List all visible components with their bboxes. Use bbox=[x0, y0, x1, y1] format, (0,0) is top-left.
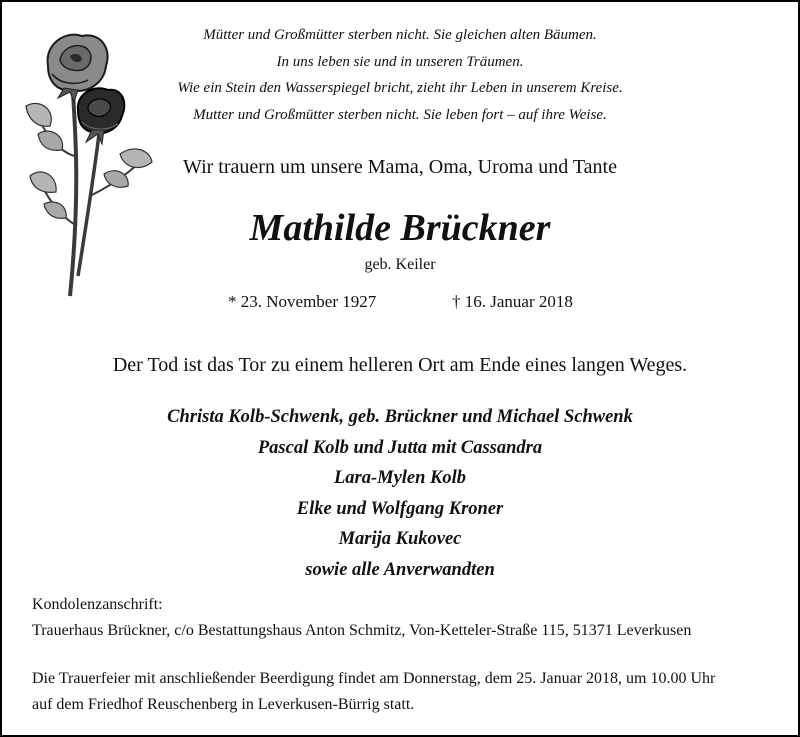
condolence-address bbox=[32, 592, 772, 644]
condolence-label: Kondolenzanschrift: bbox=[32, 596, 163, 613]
mourning-line: Wir trauern um unsere Mama, Oma, Uroma und Tante bbox=[183, 156, 617, 178]
condolence-address-text: Trauerhaus Brückner, c/o Bestattungshaus Anton Schmitz, Von-Ketteler-Straße 115, 51371 Leverkusen bbox=[32, 622, 692, 639]
birth-date: * 23. November 1927 bbox=[228, 292, 377, 311]
poem-line: Mütter und Großmütter sterben nicht. Sie gleichen alten Bäumen. bbox=[203, 27, 597, 43]
deceased-name: Mathilde Brückner bbox=[249, 207, 551, 249]
mourner-line: sowie alle Anverwandten bbox=[305, 559, 495, 580]
mourner-line: Pascal Kolb und Jutta mit Cassandra bbox=[257, 437, 543, 458]
poem-line: In uns leben sie und in unseren Träumen. bbox=[276, 53, 524, 70]
mourner-line: Lara-Mylen Kolb bbox=[333, 468, 467, 488]
maiden-name: geb. Keiler bbox=[364, 256, 436, 273]
ceremony-line: auf dem Friedhof Reuschenberg in Leverkusen-Bürrig statt. bbox=[32, 696, 415, 713]
poem-line: Mutter und Großmütter sterben nicht. Sie leben fort – auf ihre Weise. bbox=[193, 106, 607, 123]
poem bbox=[140, 22, 660, 128]
ceremony-notice bbox=[32, 666, 772, 718]
death-date: † 16. Januar 2018 bbox=[452, 292, 573, 311]
mourner-line: Marija Kukovec bbox=[338, 529, 462, 549]
mourners-list bbox=[0, 402, 800, 585]
mourner-line: Elke und Wolfgang Kroner bbox=[296, 498, 504, 519]
memorial-quote: Der Tod ist das Tor zu einem helleren Ort am Ende eines langen Weges. bbox=[112, 354, 688, 376]
ceremony-line: Die Trauerfeier mit anschließender Beerdigung findet am Donnerstag, dem 25. Januar 2018, um 10.00 Uhr bbox=[32, 670, 716, 687]
mourner-line: Christa Kolb-Schwenk, geb. Brückner und Michael Schwenk bbox=[167, 407, 633, 427]
poem-line: Wie ein Stein den Wasserspiegel bricht, zieht ihr Leben in unserem Kreise. bbox=[177, 80, 623, 96]
roses-icon bbox=[20, 26, 160, 306]
